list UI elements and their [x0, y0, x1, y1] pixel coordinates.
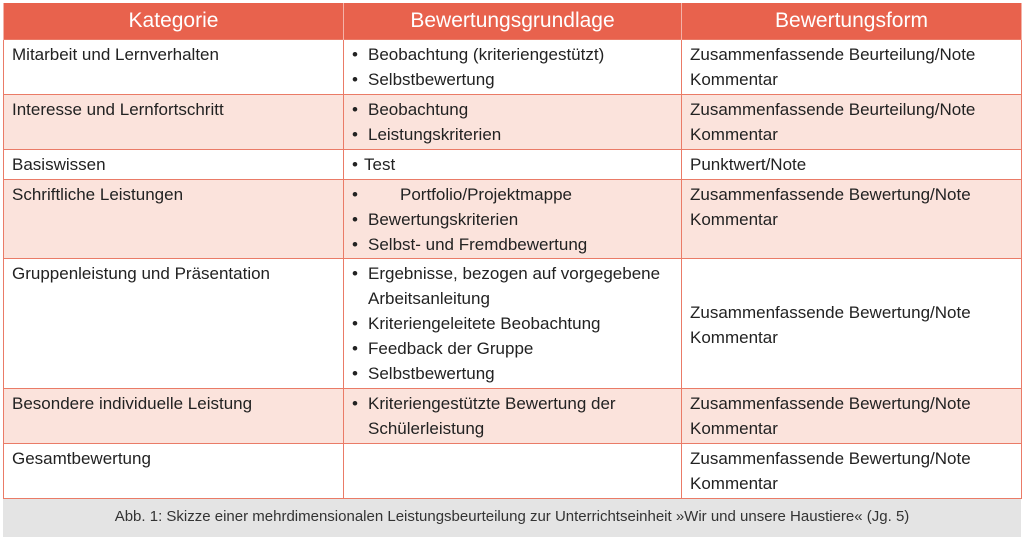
- grundlage-item: • Selbstbewertung: [352, 361, 673, 386]
- grundlage-list: [352, 391, 673, 441]
- grundlage-list: [352, 42, 673, 92]
- form-line: Zusammenfassende Beurteilung/Note: [690, 45, 976, 64]
- table-row: [4, 444, 1022, 499]
- grundlage-item: • Feedback der Gruppe: [352, 336, 673, 361]
- grundlage-item: • Beobachtung (kriteriengestützt): [352, 42, 673, 67]
- grundlage-item: • Leistungskriterien: [352, 122, 673, 147]
- kategorie-cell: Interesse und Lernfortschritt: [4, 95, 344, 150]
- form-line: Zusammenfassende Bewertung/Note: [690, 394, 971, 413]
- kategorie-cell: Mitarbeit und Lernverhalten: [4, 40, 344, 95]
- grundlage-cell: [344, 180, 682, 259]
- table-row: [4, 180, 1022, 259]
- form-line: Zusammenfassende Bewertung/Note: [690, 302, 971, 322]
- kategorie-cell: Gesamtbewertung: [4, 444, 344, 499]
- form-line: Kommentar: [690, 210, 778, 229]
- kategorie-cell: Basiswissen: [4, 150, 344, 180]
- form-line: Kommentar: [690, 125, 778, 144]
- kategorie-cell: Gruppenleistung und Präsentation: [4, 259, 344, 389]
- grundlage-cell: [344, 150, 682, 180]
- form-cell: [682, 259, 1022, 389]
- form-line: Punktwert/Note: [690, 155, 807, 174]
- table-row: [4, 40, 1022, 95]
- form-cell: [682, 150, 1022, 180]
- grundlage-item: • Selbstbewertung: [352, 67, 673, 92]
- grundlage-item: • Portfolio/Projektmappe: [352, 182, 673, 207]
- form-cell: [682, 40, 1022, 95]
- header-bewertungsgrundlage: Bewertungsgrundlage: [344, 3, 682, 40]
- form-line: Kommentar: [690, 70, 778, 89]
- assessment-table: [3, 3, 1022, 499]
- table-header-row: [4, 3, 1022, 40]
- grundlage-list: [352, 152, 673, 177]
- grundlage-list: [352, 261, 673, 386]
- form-line: Zusammenfassende Beurteilung/Note: [690, 100, 976, 119]
- grundlage-cell: [344, 444, 682, 499]
- form-line: Kommentar: [690, 419, 778, 438]
- grundlage-cell: [344, 40, 682, 95]
- grundlage-list: [352, 97, 673, 147]
- kategorie-cell: Schriftliche Leistungen: [4, 180, 344, 259]
- grundlage-item: • Beobachtung: [352, 97, 673, 122]
- grundlage-item: • Selbst- und Fremdbewertung: [352, 232, 673, 257]
- form-line: Zusammenfassende Bewertung/Note: [690, 185, 971, 204]
- form-line: Kommentar: [690, 474, 778, 493]
- grundlage-item: • Kriteriengeleitete Beobachtung: [352, 311, 673, 336]
- grundlage-cell: [344, 259, 682, 389]
- form-cell: [682, 389, 1022, 444]
- grundlage-item: • Kriteriengestützte Bewertung der Schülerleistung: [352, 391, 673, 441]
- form-line: Zusammenfassende Bewertung/Note: [690, 449, 971, 468]
- form-line: Kommentar: [690, 327, 778, 347]
- grundlage-list: [352, 182, 673, 257]
- figure-caption: Abb. 1: Skizze einer mehrdimensionalen Leistungsbeurteilung zur Unterrichtseinheit »Wir und unsere Haustiere« (Jg. 5): [3, 499, 1021, 537]
- table-row: [4, 389, 1022, 444]
- kategorie-cell: Besondere individuelle Leistung: [4, 389, 344, 444]
- grundlage-item: • Ergebnisse, bezogen auf vorgegebene Arbeitsanleitung: [352, 261, 673, 311]
- grundlage-cell: [344, 389, 682, 444]
- form-cell: [682, 444, 1022, 499]
- form-cell: [682, 95, 1022, 150]
- table-row: [4, 259, 1022, 389]
- table-row: [4, 95, 1022, 150]
- grundlage-cell: [344, 95, 682, 150]
- table-row: [4, 150, 1022, 180]
- grundlage-item: • Bewertungskriterien: [352, 207, 673, 232]
- header-kategorie: Kategorie: [4, 3, 344, 40]
- form-cell: [682, 180, 1022, 259]
- header-bewertungsform: Bewertungsform: [682, 3, 1022, 40]
- grundlage-item: • Test: [352, 152, 673, 177]
